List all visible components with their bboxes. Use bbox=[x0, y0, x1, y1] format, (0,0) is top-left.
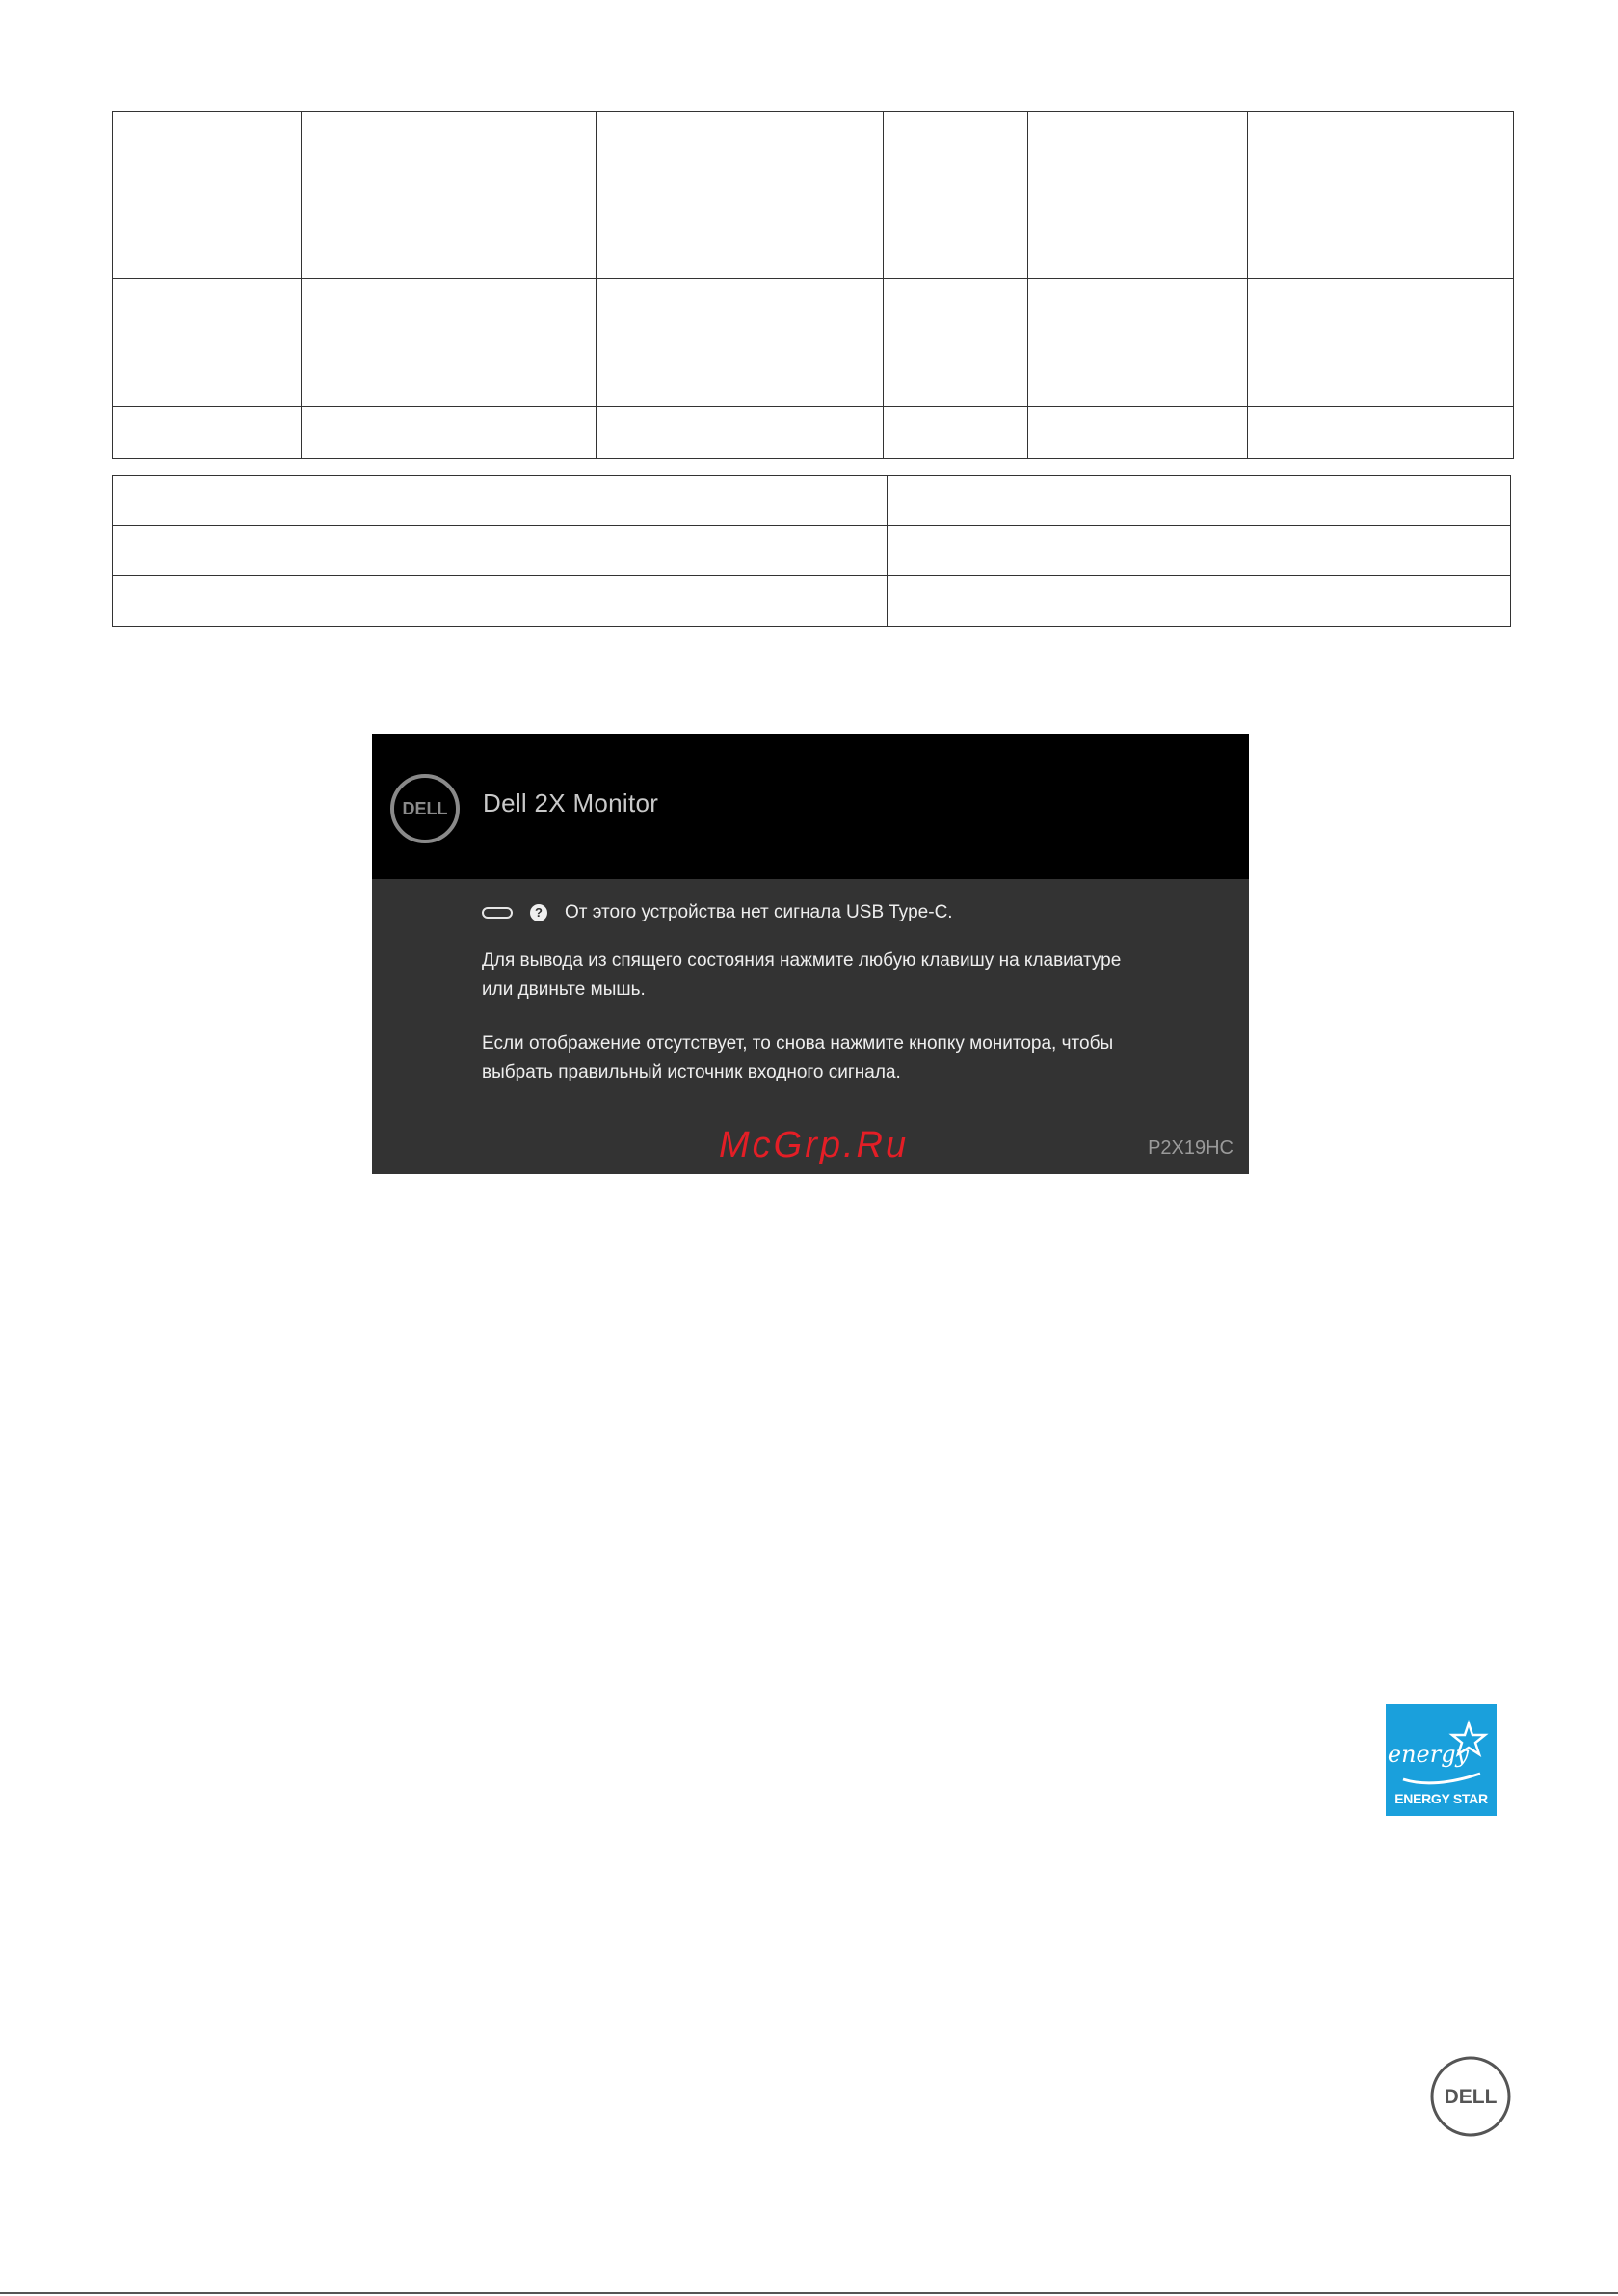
model-label: P2X19HC bbox=[1148, 1137, 1233, 1159]
osd-logo-text: DELL bbox=[402, 799, 448, 818]
no-signal-text: От этого устройства нет сигнала USB Type-C. bbox=[565, 902, 953, 922]
dell-footer-logo-icon bbox=[1429, 2055, 1512, 2138]
osd-body bbox=[482, 898, 1156, 1087]
usb-c-icon bbox=[482, 907, 513, 919]
osd-message-screen bbox=[372, 734, 1249, 1174]
table-row bbox=[113, 576, 1511, 627]
wake-hint-text: Для вывода из спящего состояния нажмите любую клавишу на клавиатуре или двиньте мышь. bbox=[482, 950, 1122, 1000]
footer-logo-text: DELL bbox=[1444, 2086, 1498, 2108]
osd-title: Dell 2X Monitor bbox=[483, 788, 659, 817]
spec-table-bottom bbox=[112, 475, 1511, 627]
table-row bbox=[113, 279, 1514, 407]
page-bottom-rule bbox=[0, 2292, 1618, 2294]
missing-hint-text: Если отображение отсутствует, то снова нажмите кнопку монитора, чтобы выбрать правильный источник входного сигнала. bbox=[482, 1033, 1114, 1082]
watermark-text: McGrp.Ru bbox=[719, 1125, 910, 1165]
osd-header bbox=[372, 734, 1249, 879]
dell-logo-icon bbox=[389, 773, 461, 844]
energy-star-label: ENERGY STAR bbox=[1394, 1791, 1488, 1806]
table-row bbox=[113, 526, 1511, 576]
table-row bbox=[113, 407, 1514, 459]
spec-table-top bbox=[112, 111, 1514, 459]
no-signal-line bbox=[482, 898, 1156, 927]
energy-star-logo bbox=[1386, 1704, 1497, 1816]
table-row bbox=[113, 112, 1514, 279]
energy-script-text: energy bbox=[1387, 1741, 1470, 1768]
table-row bbox=[113, 476, 1511, 526]
question-icon: ? bbox=[530, 904, 547, 921]
